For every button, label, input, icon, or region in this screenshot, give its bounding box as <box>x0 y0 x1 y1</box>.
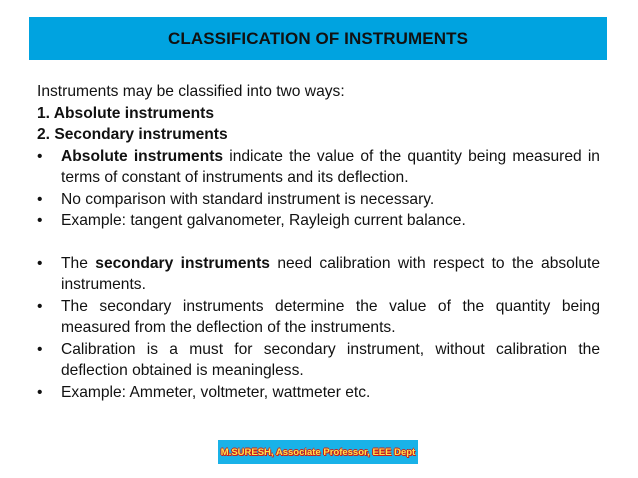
bullet-text: need calibration with respect to the absolute instruments. <box>61 254 601 293</box>
bullet-bold-term: Absolute instruments <box>61 147 224 165</box>
author-credit: M.SURESH, Associate Professor, EEE Dept <box>220 446 416 458</box>
bullet-text: Example: Ammeter, voltmeter, wattmeter etc. <box>61 383 371 401</box>
bullet-text: indicate the value of the quantity being measured in terms of constant of instruments and its deflection. <box>61 147 600 186</box>
title-banner <box>29 17 607 60</box>
bullet-item <box>37 253 600 296</box>
spacer <box>37 232 600 253</box>
bullet-icon: • <box>37 383 43 401</box>
bullet-icon: • <box>37 190 43 208</box>
author-footer <box>218 440 418 464</box>
bullet-item <box>37 210 600 232</box>
bullet-item <box>37 382 600 404</box>
bullet-text: No comparison with standard instrument is necessary. <box>61 190 435 208</box>
bullet-text: Example: tangent galvanometer, Rayleigh current balance. <box>61 212 466 229</box>
bullet-item <box>37 146 600 189</box>
bullet-icon: • <box>37 297 43 315</box>
bullet-icon: • <box>37 254 43 272</box>
bullet-item <box>37 339 600 382</box>
bullet-list-absolute <box>37 146 600 232</box>
bullet-text: The secondary instruments determine the value of the quantity being measured from the deflection of the instruments. <box>61 297 600 336</box>
bullet-bold-term: secondary instruments <box>95 254 270 272</box>
bullet-text: Calibration is a must for secondary instrument, without calibration the deflection obtained is meaningless. <box>61 340 600 379</box>
numbered-item-2: 2. Secondary instruments <box>37 126 228 143</box>
bullet-icon: • <box>37 340 43 358</box>
bullet-icon: • <box>37 212 43 229</box>
intro-text: Instruments may be classified into two ways: <box>37 83 345 100</box>
bullet-item <box>37 296 600 339</box>
bullet-icon: • <box>37 147 43 165</box>
bullet-text: The <box>61 254 96 272</box>
slide-title: CLASSIFICATION OF INSTRUMENTS <box>167 28 469 48</box>
bullet-list-secondary <box>37 253 600 404</box>
bullet-item <box>37 189 600 211</box>
slide-body <box>37 81 600 403</box>
numbered-item-1: 1. Absolute instruments <box>37 104 215 122</box>
